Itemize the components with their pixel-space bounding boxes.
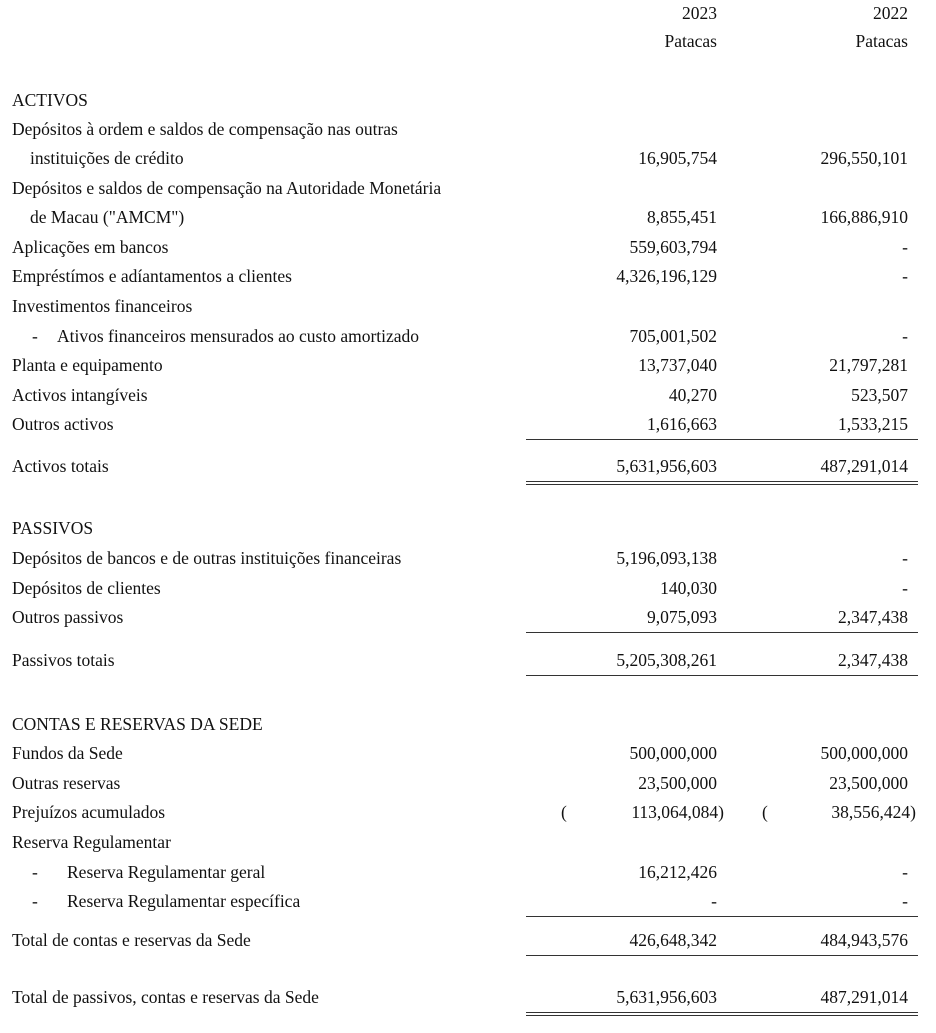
table-row [0,797,936,827]
value-2023: 5,631,956,603 [616,987,717,1007]
value-2023: 559,603,794 [629,237,717,257]
value-2022: 296,550,101 [820,148,908,168]
value-2022: 500,000,000 [820,743,908,763]
value-2023: 23,500,000 [638,773,717,793]
table-row [0,291,936,321]
table-row [0,350,936,380]
total-rule [526,955,918,956]
row-label: Outros activos [12,414,114,434]
total-rule [526,675,918,676]
value-2023: 140,030 [660,578,717,598]
value-2023: 426,648,342 [629,930,717,950]
row-label: Reserva Regulamentar específica [67,891,301,911]
section-title: PASSIVOS [12,518,94,538]
table-row [0,857,936,887]
row-label: Passivos totais [12,650,115,670]
table-row [0,114,936,144]
row-label: instituições de crédito [30,148,184,168]
table-row [0,173,936,203]
table-row [0,602,936,632]
value-2022: - [902,266,908,286]
value-2023: 16,905,754 [638,148,717,168]
value-2022: 523,507 [851,385,908,405]
bullet-dash: - [32,326,38,346]
table-row [0,321,936,351]
bullet-dash: - [32,862,38,882]
value-2023: 500,000,000 [629,743,717,763]
value-2022: 1,533,215 [838,414,908,434]
section-heading-liabilities [0,513,936,543]
row-label: Depósitos à ordem e saldos de compensação nas outras [12,119,398,139]
value-2022: - [902,578,908,598]
row-label: Ativos financeiros mensurados ao custo amortizado [57,326,420,346]
value-2022: 487,291,014 [820,456,908,476]
row-label: Depósitos e saldos de compensação na Autoridade Monetária [12,178,442,198]
table-row [0,768,936,798]
value-2023: 9,075,093 [647,607,717,627]
row-label: Outros passivos [12,607,124,627]
table-row [0,202,936,232]
table-row [0,573,936,603]
subtotal-rule [526,439,918,440]
table-row [0,827,936,857]
value-2023: 16,212,426 [638,862,717,882]
row-label: Depósitos de bancos e de outras instituições financeiras [12,548,402,568]
value-2023: 1,616,663 [647,414,717,434]
negative-paren-open: ( [561,802,567,822]
value-2023: 5,631,956,603 [616,456,717,476]
total-row-equity [0,925,936,955]
value-2022: - [902,548,908,568]
bullet-dash: - [32,891,38,911]
section-title: ACTIVOS [12,90,88,110]
row-label: Depósitos de clientes [12,578,161,598]
section-heading-equity [0,709,936,739]
value-2022: 2,347,438 [838,607,908,627]
row-label: Reserva Regulamentar geral [67,862,266,882]
value-2023: 113,064,084) [631,802,724,822]
table-row [0,232,936,262]
subtotal-rule [526,916,918,917]
row-label: Total de contas e reservas da Sede [12,930,251,950]
column-header-2023-year: 2023 [682,3,717,23]
value-2023: - [711,891,717,911]
total-row-assets [0,451,936,481]
value-2023: 8,855,451 [647,207,717,227]
table-row [0,543,936,573]
row-label: Aplicações em bancos [12,237,169,257]
value-2022: 23,500,000 [829,773,908,793]
value-2022: - [902,237,908,257]
value-2022: - [902,891,908,911]
grand-total-row [0,982,936,1012]
row-label: Prejuízos acumulados [12,802,166,822]
row-label: Outras reservas [12,773,121,793]
value-2022: 2,347,438 [838,650,908,670]
total-row-liabilities [0,645,936,675]
value-2023: 5,205,308,261 [616,650,717,670]
row-label: Planta e equipamento [12,355,163,375]
value-2023: 13,737,040 [638,355,717,375]
section-heading-assets [0,85,936,115]
column-header-2022-currency: Patacas [855,31,908,51]
row-label: de Macau ("AMCM") [30,207,185,227]
row-label: Activos intangíveis [12,385,148,405]
table-row [0,886,936,916]
value-2022: 166,886,910 [820,207,908,227]
row-label: Empréstímos e adíantamentos a clientes [12,266,292,286]
table-row [0,409,936,439]
table-row [0,380,936,410]
table-row [0,738,936,768]
value-2022: - [902,326,908,346]
value-2022: - [902,862,908,882]
double-total-rule [526,1012,918,1016]
value-2022: 38,556,424) [831,802,916,822]
column-header-2022-year: 2022 [873,3,908,23]
value-2022: 487,291,014 [820,987,908,1007]
column-header-2023-currency: Patacas [664,31,717,51]
value-2023: 5,196,093,138 [616,548,717,568]
value-2023: 705,001,502 [629,326,717,346]
value-2023: 40,270 [668,385,717,405]
section-title: CONTAS E RESERVAS DA SEDE [12,714,263,734]
value-2023: 4,326,196,129 [616,266,717,286]
row-label: Investimentos financeiros [12,296,193,316]
double-total-rule [526,481,918,485]
table-row [0,143,936,173]
row-label: Activos totais [12,456,109,476]
value-2022: 21,797,281 [829,355,908,375]
negative-paren-open: ( [762,802,768,822]
value-2022: 484,943,576 [820,930,908,950]
row-label: Reserva Regulamentar [12,832,171,852]
row-label: Total de passivos, contas e reservas da Sede [12,987,319,1007]
subtotal-rule [526,632,918,633]
row-label: Fundos da Sede [12,743,123,763]
table-row [0,261,936,291]
